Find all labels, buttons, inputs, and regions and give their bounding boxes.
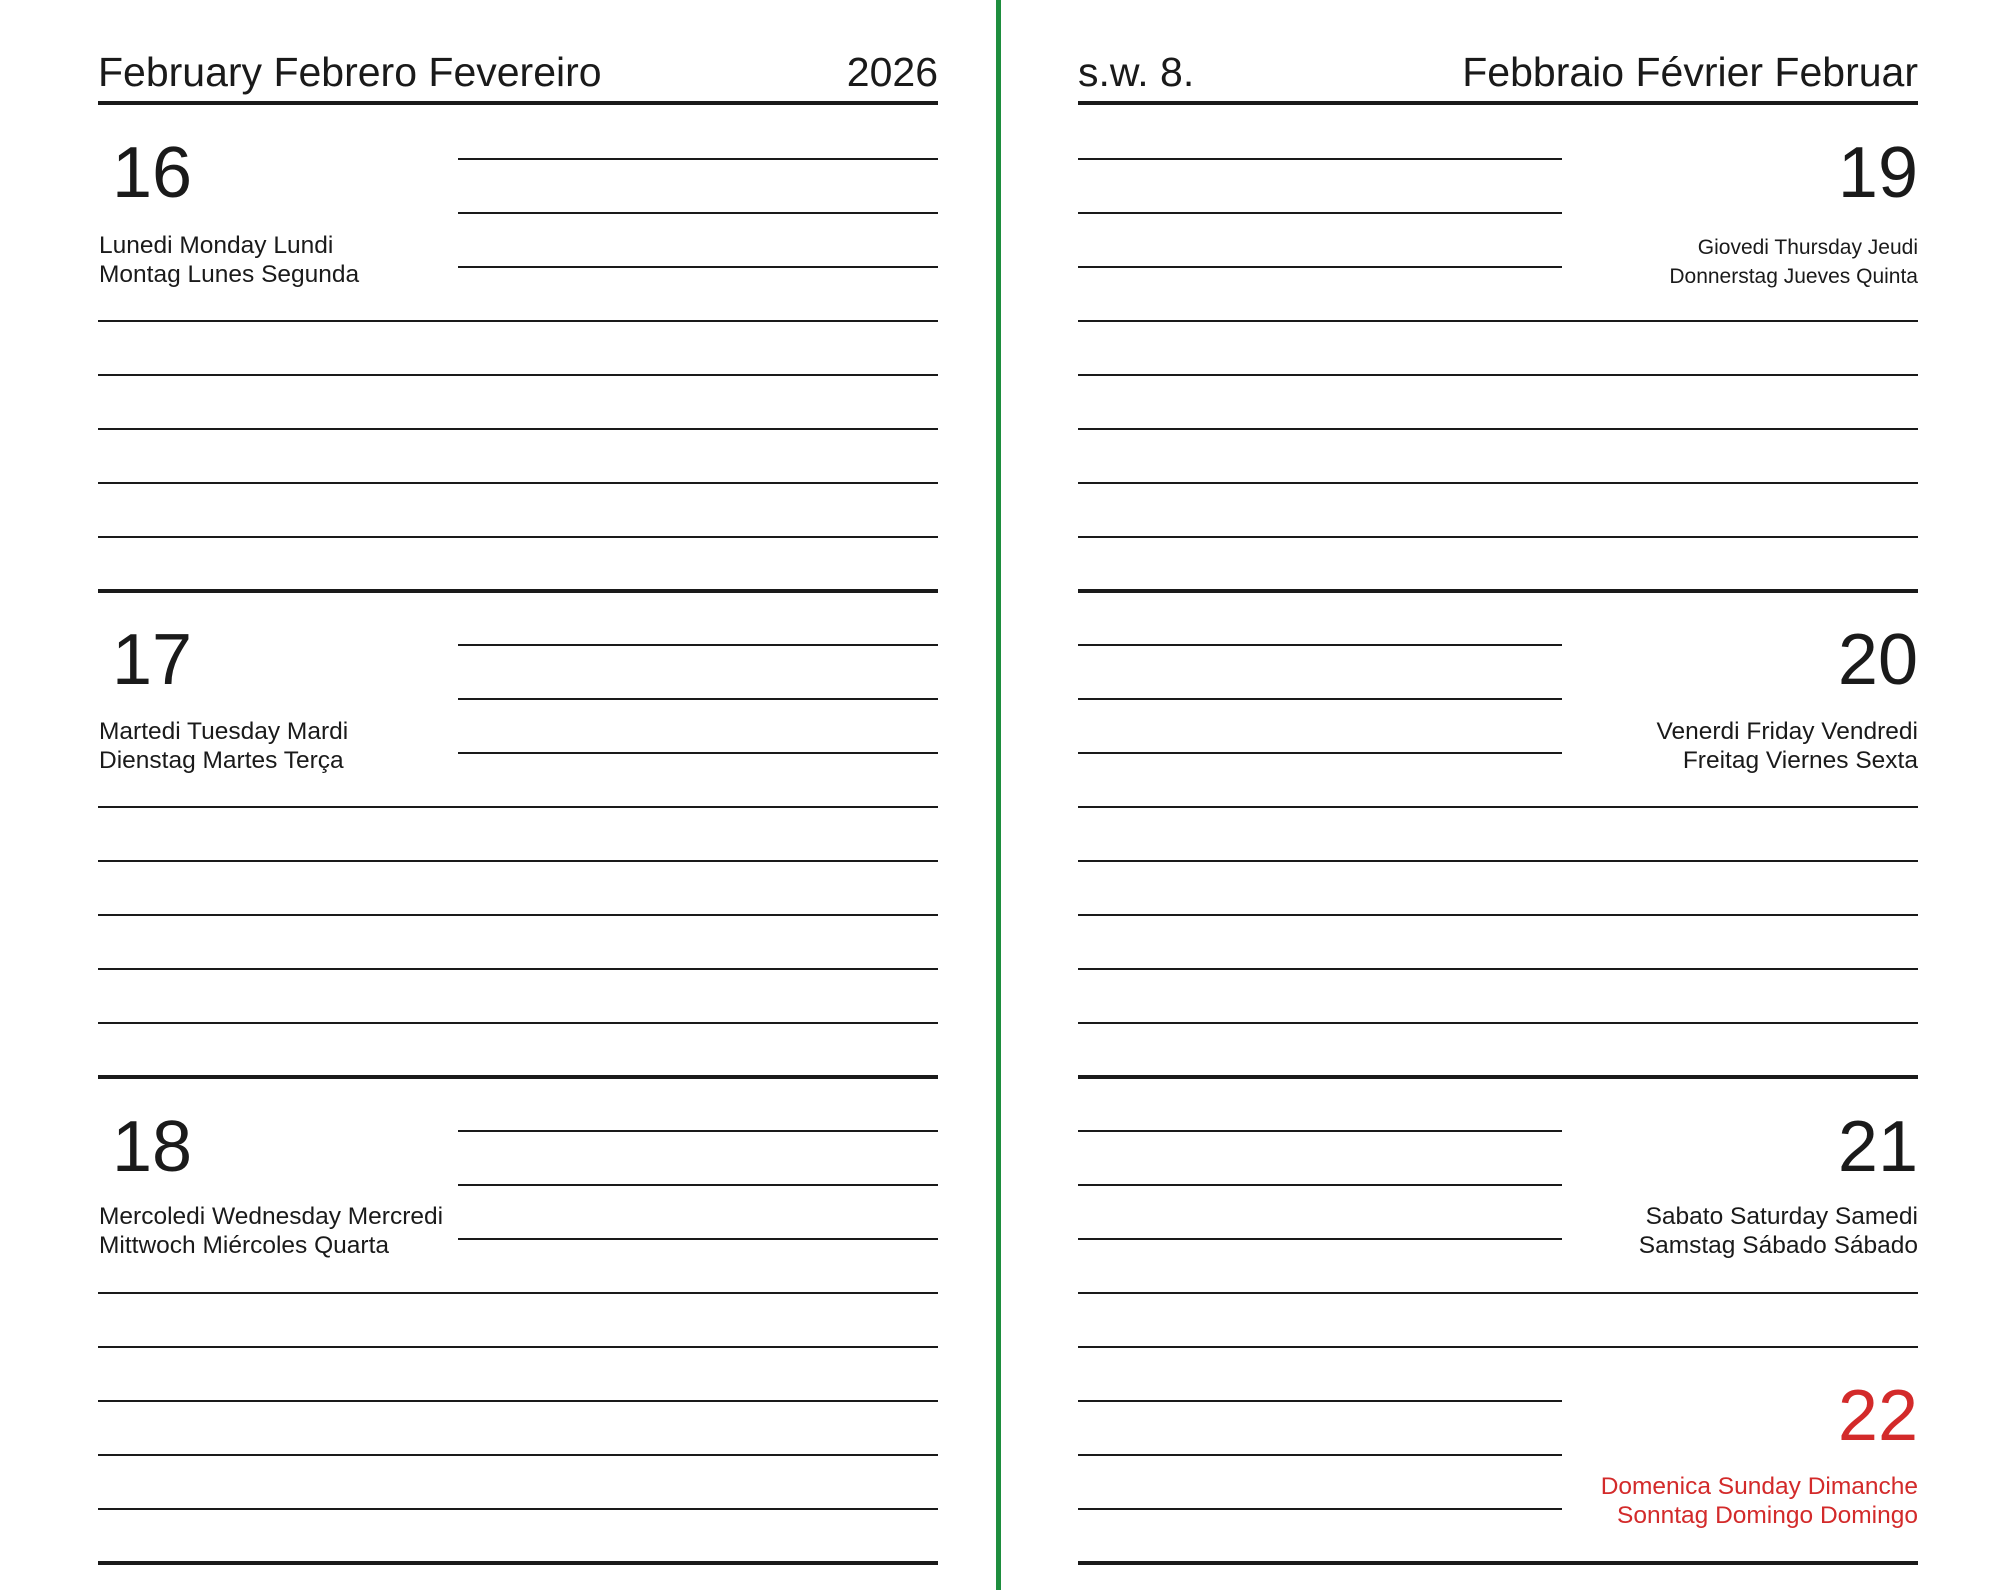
day-name (1669, 233, 1918, 291)
writing-line (1078, 644, 1562, 646)
right-page (1078, 0, 1918, 1590)
day-name (1639, 1202, 1918, 1260)
writing-line (458, 644, 938, 646)
day-separator (98, 1561, 938, 1565)
day-number: 19 (1837, 133, 1918, 213)
day-name (1657, 717, 1919, 775)
day-name-line-1: Domenica Sunday Dimanche (1600, 1473, 1918, 1500)
day-name-line-1: Mercoledi Wednesday Mercredi (99, 1203, 444, 1230)
day-name-line-2: Montag Lunes Segunda (99, 261, 360, 288)
writing-line (1078, 320, 1918, 322)
header-rule (1078, 101, 1918, 105)
day-separator (98, 589, 938, 593)
writing-line (98, 914, 938, 916)
writing-line (1078, 374, 1918, 376)
writing-line (458, 698, 938, 700)
writing-line (98, 1508, 938, 1510)
day-name-line-2: Freitag Viernes Sexta (1682, 747, 1918, 774)
writing-line (1078, 1508, 1562, 1510)
writing-line (1078, 1238, 1562, 1240)
day-name-line-2: Dienstag Martes Terça (99, 747, 344, 774)
day-name-line-2: Donnerstag Jueves Quinta (1669, 265, 1918, 288)
writing-line (1078, 266, 1562, 268)
writing-line (458, 266, 938, 268)
writing-line (458, 158, 938, 160)
writing-line (1078, 698, 1562, 700)
writing-line (1078, 536, 1918, 538)
writing-line (98, 806, 938, 808)
writing-line (98, 860, 938, 862)
day-separator (1078, 1075, 1918, 1079)
writing-line (98, 1292, 938, 1294)
writing-line (458, 1238, 938, 1240)
writing-line (1078, 860, 1918, 862)
writing-line (98, 374, 938, 376)
day-name-line-2: Sonntag Domingo Domingo (1617, 1502, 1918, 1529)
day-name-line-1: Giovedi Thursday Jeudi (1697, 236, 1918, 259)
day-number: 18 (112, 1107, 193, 1187)
month-title: February Febrero Fevereiro (98, 49, 602, 95)
writing-line (1078, 1184, 1562, 1186)
day-name-line-1: Sabato Saturday Samedi (1645, 1203, 1918, 1230)
writing-line (1078, 752, 1562, 754)
writing-line (1078, 212, 1562, 214)
week-label: s.w. 8. (1078, 49, 1195, 95)
day-number: 21 (1837, 1107, 1918, 1187)
writing-line (458, 1130, 938, 1132)
writing-line (98, 1454, 938, 1456)
writing-line (98, 482, 938, 484)
day-name-line-1: Venerdi Friday Vendredi (1656, 718, 1918, 745)
day-number: 16 (112, 133, 193, 213)
day-name-line-1: Martedi Tuesday Mardi (99, 718, 349, 745)
day-number-sunday: 22 (1837, 1376, 1918, 1456)
writing-line (458, 212, 938, 214)
writing-line (1078, 806, 1918, 808)
spine-divider (996, 0, 1001, 1590)
writing-line (1078, 428, 1918, 430)
writing-line (1078, 482, 1918, 484)
writing-line (1078, 1346, 1918, 1348)
writing-line (1078, 1292, 1918, 1294)
writing-line (458, 1184, 938, 1186)
writing-line (1078, 1454, 1562, 1456)
day-separator (1078, 589, 1918, 593)
writing-line (98, 536, 938, 538)
header-rule (98, 101, 938, 105)
writing-line (98, 320, 938, 322)
writing-line (1078, 1022, 1918, 1024)
day-number: 17 (112, 620, 193, 700)
day-separator (98, 1075, 938, 1079)
day-separator (1078, 1561, 1918, 1565)
writing-line (98, 1346, 938, 1348)
day-name-line-1: Lunedi Monday Lundi (99, 232, 334, 259)
writing-line (458, 752, 938, 754)
month-title: Febbraio Février Februar (1462, 49, 1918, 95)
day-name (99, 717, 348, 775)
writing-line (1078, 1400, 1562, 1402)
day-name (99, 231, 359, 289)
year-label: 2026 (846, 49, 938, 95)
writing-line (98, 1022, 938, 1024)
day-name (99, 1202, 443, 1260)
day-name-line-2: Samstag Sábado Sábado (1638, 1232, 1918, 1259)
day-number: 20 (1837, 620, 1918, 700)
writing-line (1078, 1130, 1562, 1132)
left-page (98, 0, 938, 1590)
writing-line (98, 968, 938, 970)
writing-line (98, 428, 938, 430)
writing-line (1078, 158, 1562, 160)
writing-line (1078, 914, 1918, 916)
day-name-line-2: Mittwoch Miércoles Quarta (99, 1232, 390, 1259)
writing-line (98, 1400, 938, 1402)
writing-line (1078, 968, 1918, 970)
day-name-sunday (1601, 1472, 1918, 1530)
